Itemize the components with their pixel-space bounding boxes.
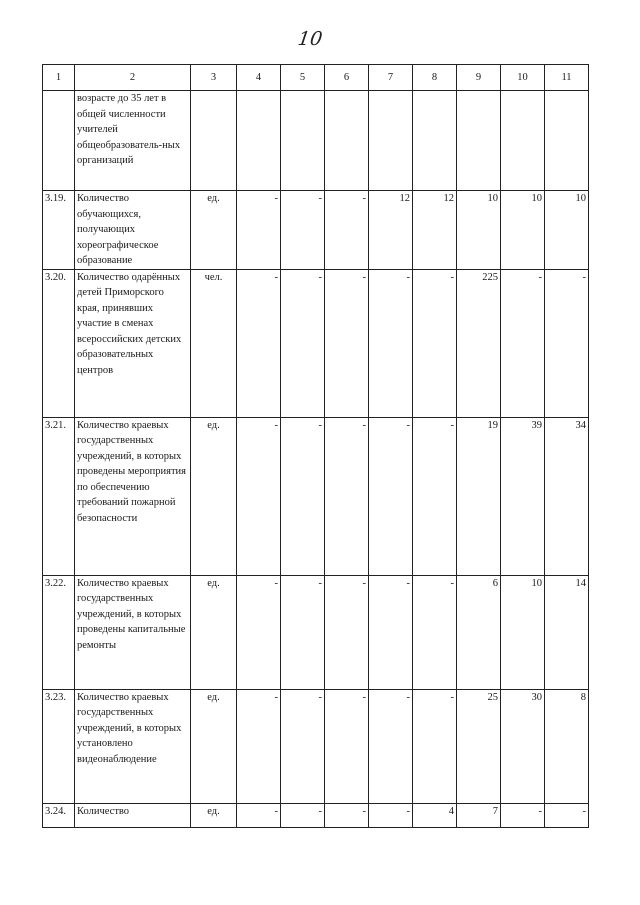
row-number: 3.22. <box>43 575 75 689</box>
value-cell-col-11: 14 <box>545 575 589 689</box>
value-cell-col-5: - <box>281 417 325 575</box>
value-cell-col-5: - <box>281 269 325 417</box>
value-cell-col-6: - <box>325 689 369 803</box>
row-number: 3.23. <box>43 689 75 803</box>
value-cell-col-9: 10 <box>457 191 501 270</box>
row-number <box>43 91 75 191</box>
value-cell-col-8: - <box>413 689 457 803</box>
indicator-name: Количество краевых государственных учреждений, в которых проведены капитальные ремонты <box>75 575 191 689</box>
column-header-8: 8 <box>413 65 457 91</box>
indicator-name: возрасте до 35 лет в общей численности учителей общеобразователь-ных организаций <box>75 91 191 191</box>
indicator-name: Количество <box>75 803 191 827</box>
value-cell-col-4: - <box>237 575 281 689</box>
value-cell-col-7: - <box>369 269 413 417</box>
value-cell-col-8 <box>413 91 457 191</box>
value-cell-col-4: - <box>237 689 281 803</box>
value-cell-col-6: - <box>325 575 369 689</box>
column-header-10: 10 <box>501 65 545 91</box>
value-cell-col-4 <box>237 91 281 191</box>
page-number: 10 <box>296 28 324 50</box>
value-cell-col-5: - <box>281 803 325 827</box>
value-cell-col-9 <box>457 91 501 191</box>
indicator-name: Количество краевых государственных учреждений, в которых установлено видеонаблюдение <box>75 689 191 803</box>
row-number: 3.24. <box>43 803 75 827</box>
value-cell-col-4: - <box>237 417 281 575</box>
value-cell-col-7 <box>369 91 413 191</box>
value-cell-col-6: - <box>325 269 369 417</box>
value-cell-col-7: - <box>369 803 413 827</box>
value-cell-col-5: - <box>281 191 325 270</box>
value-cell-col-7: - <box>369 575 413 689</box>
unit-of-measure: ед. <box>191 575 237 689</box>
value-cell-col-10: - <box>501 269 545 417</box>
value-cell-col-11: 34 <box>545 417 589 575</box>
value-cell-col-7: 12 <box>369 191 413 270</box>
value-cell-col-8: 4 <box>413 803 457 827</box>
value-cell-col-5: - <box>281 575 325 689</box>
unit-of-measure: ед. <box>191 417 237 575</box>
value-cell-col-8: - <box>413 417 457 575</box>
unit-of-measure: ед. <box>191 689 237 803</box>
value-cell-col-8: 12 <box>413 191 457 270</box>
value-cell-col-6: - <box>325 191 369 270</box>
value-cell-col-10: - <box>501 803 545 827</box>
value-cell-col-6: - <box>325 417 369 575</box>
value-cell-col-4: - <box>237 803 281 827</box>
table-row <box>43 191 589 270</box>
column-header-6: 6 <box>325 65 369 91</box>
table-row <box>43 91 589 191</box>
value-cell-col-8: - <box>413 269 457 417</box>
value-cell-col-11: - <box>545 269 589 417</box>
value-cell-col-4: - <box>237 191 281 270</box>
value-cell-col-10 <box>501 91 545 191</box>
unit-of-measure: ед. <box>191 191 237 270</box>
row-number: 3.19. <box>43 191 75 270</box>
value-cell-col-9: 19 <box>457 417 501 575</box>
indicator-name: Количество обучающихся, получающих хореографическое образование <box>75 191 191 270</box>
value-cell-col-6: - <box>325 803 369 827</box>
column-header-3: 3 <box>191 65 237 91</box>
value-cell-col-9: 25 <box>457 689 501 803</box>
table-row <box>43 417 589 575</box>
value-cell-col-9: 6 <box>457 575 501 689</box>
column-header-4: 4 <box>237 65 281 91</box>
table-row <box>43 803 589 827</box>
value-cell-col-6 <box>325 91 369 191</box>
unit-of-measure: ед. <box>191 803 237 827</box>
value-cell-col-5 <box>281 91 325 191</box>
table-row <box>43 689 589 803</box>
indicators-table <box>42 64 589 828</box>
value-cell-col-9: 225 <box>457 269 501 417</box>
unit-of-measure <box>191 91 237 191</box>
value-cell-col-5: - <box>281 689 325 803</box>
table-header-row <box>43 65 589 91</box>
value-cell-col-9: 7 <box>457 803 501 827</box>
indicator-name: Количество одарённых детей Приморского края, принявших участие в сменах всероссийских детских образовательных центров <box>75 269 191 417</box>
column-header-2: 2 <box>75 65 191 91</box>
column-header-1: 1 <box>43 65 75 91</box>
value-cell-col-11: 10 <box>545 191 589 270</box>
value-cell-col-10: 10 <box>501 575 545 689</box>
value-cell-col-10: 10 <box>501 191 545 270</box>
value-cell-col-10: 39 <box>501 417 545 575</box>
value-cell-col-7: - <box>369 689 413 803</box>
indicator-name: Количество краевых государственных учреждений, в которых проведены мероприятия по обеспечению требований пожарной безопасности <box>75 417 191 575</box>
value-cell-col-11: - <box>545 803 589 827</box>
unit-of-measure: чел. <box>191 269 237 417</box>
table-row <box>43 575 589 689</box>
value-cell-col-7: - <box>369 417 413 575</box>
value-cell-col-8: - <box>413 575 457 689</box>
table-row <box>43 269 589 417</box>
column-header-9: 9 <box>457 65 501 91</box>
column-header-7: 7 <box>369 65 413 91</box>
value-cell-col-11: 8 <box>545 689 589 803</box>
column-header-11: 11 <box>545 65 589 91</box>
value-cell-col-11 <box>545 91 589 191</box>
row-number: 3.21. <box>43 417 75 575</box>
row-number: 3.20. <box>43 269 75 417</box>
column-header-5: 5 <box>281 65 325 91</box>
value-cell-col-10: 30 <box>501 689 545 803</box>
value-cell-col-4: - <box>237 269 281 417</box>
